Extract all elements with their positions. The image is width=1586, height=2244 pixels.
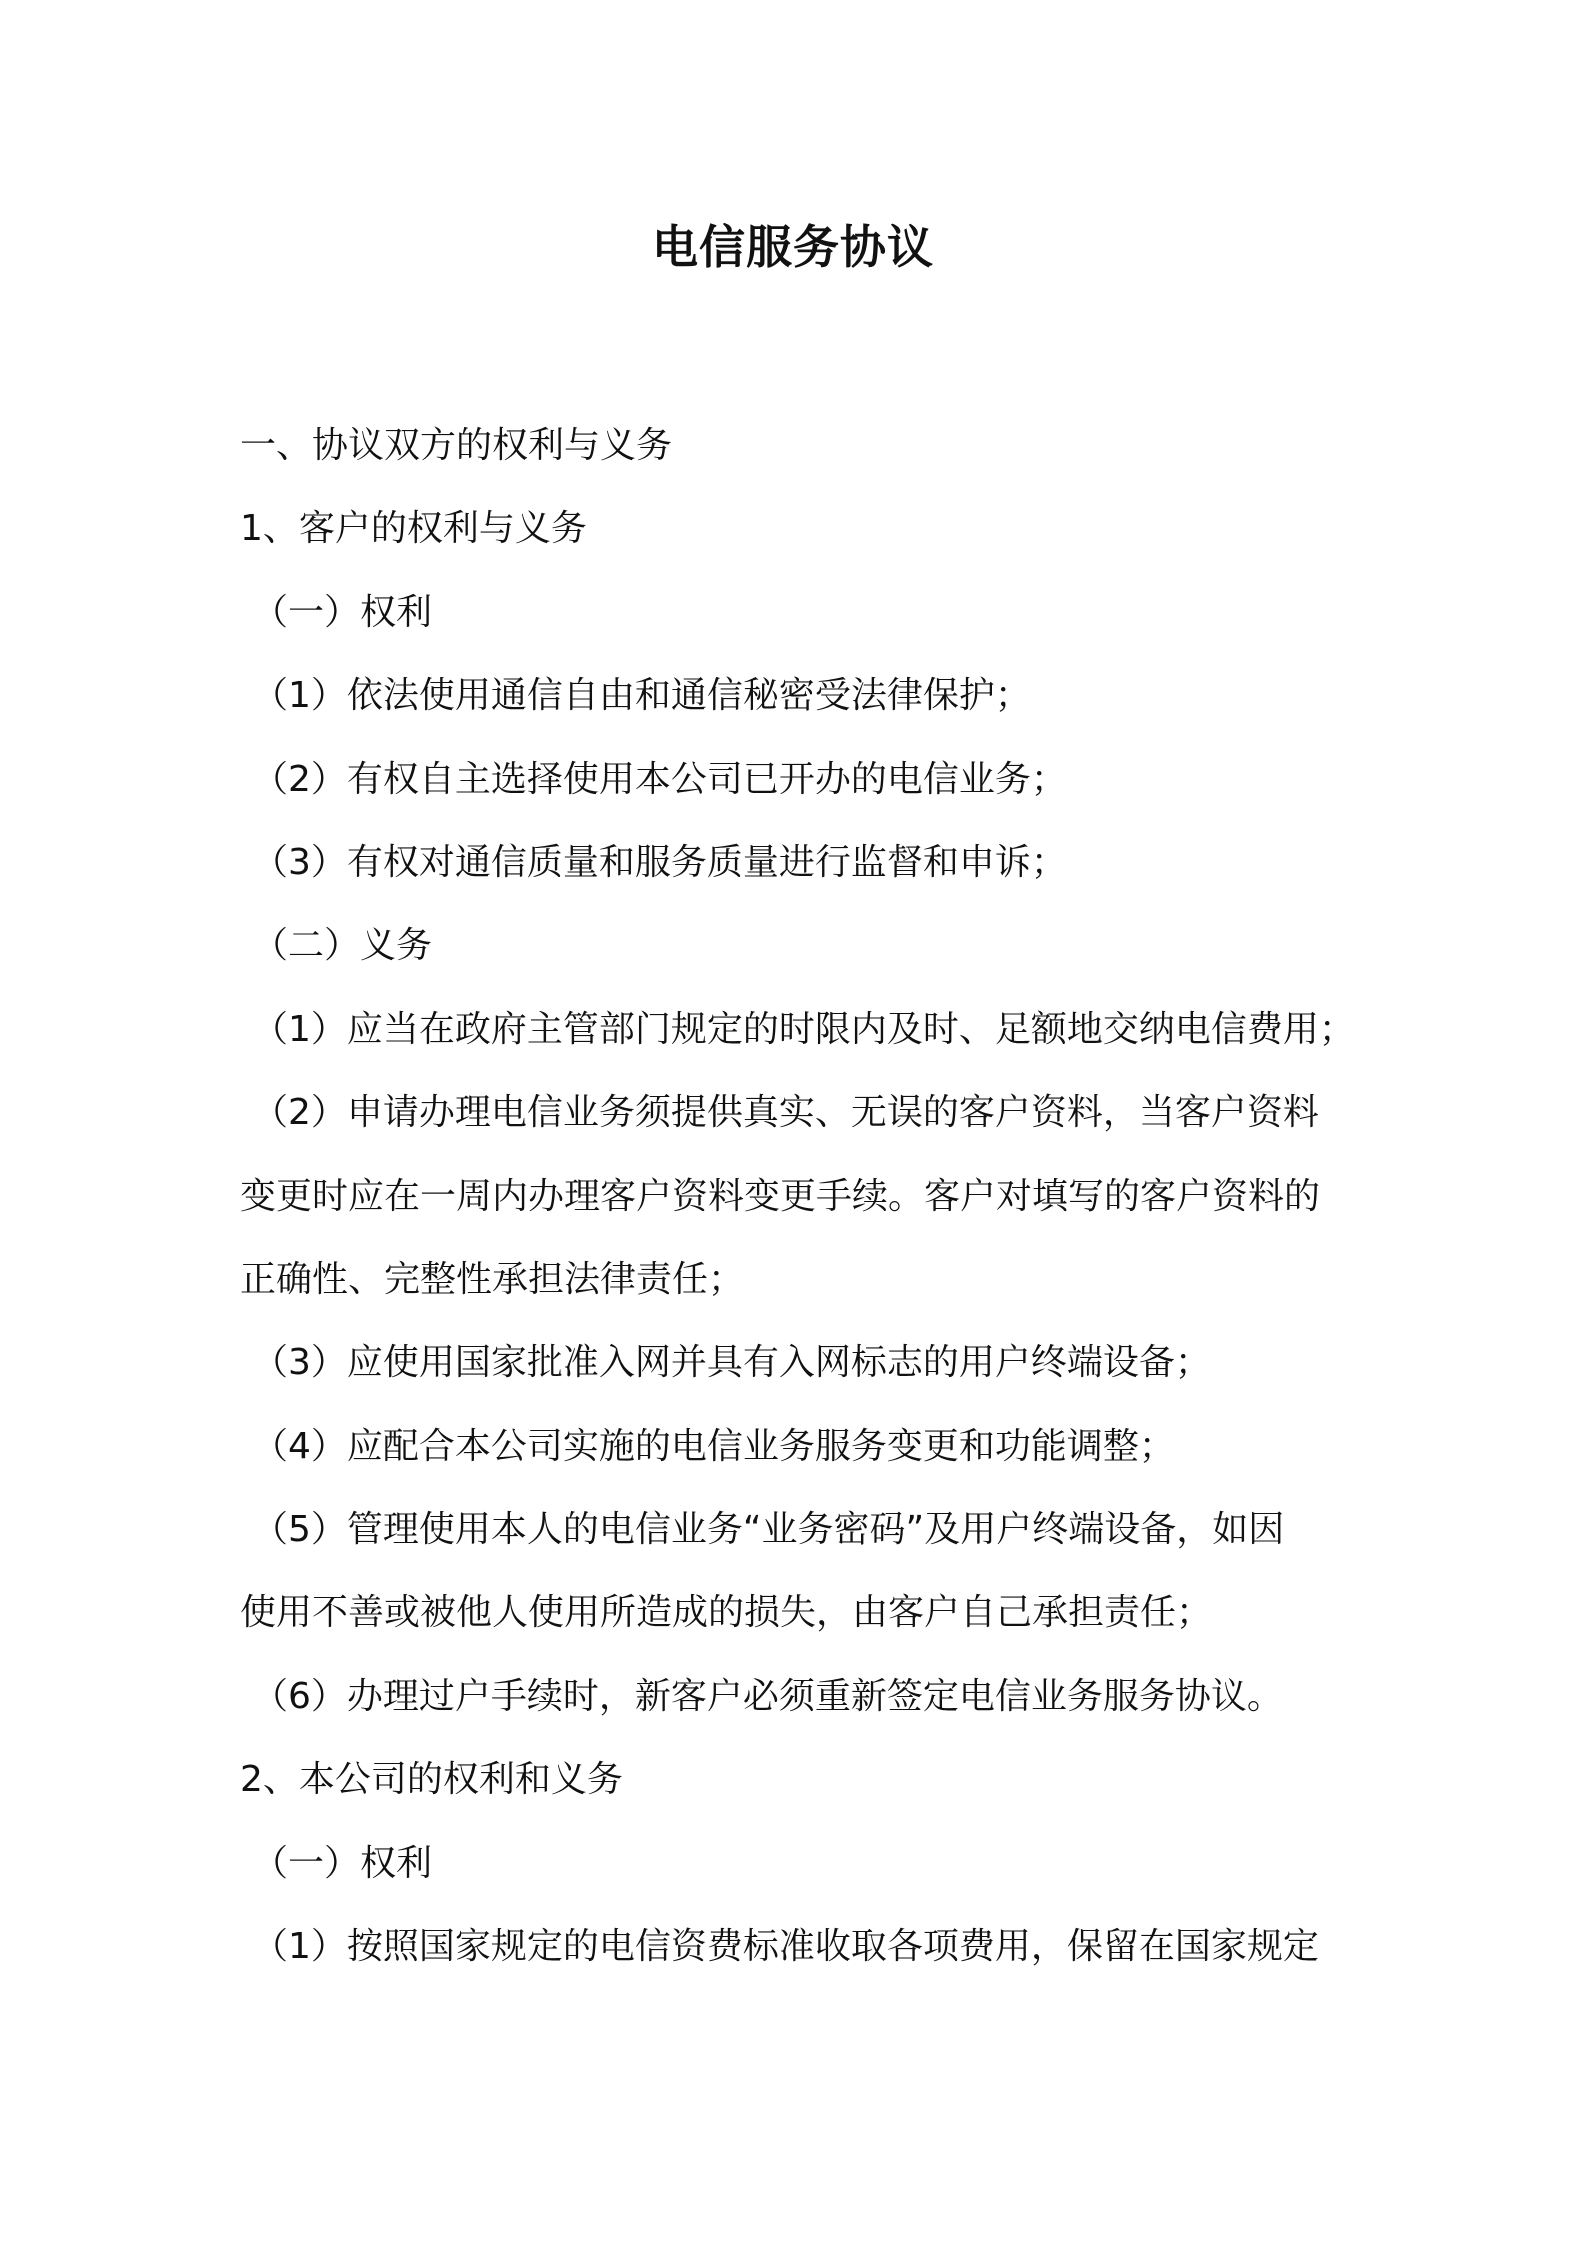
clause-line: （2）申请办理电信业务须提供真实、无误的客户资料，当客户资料 <box>252 1092 1319 1134</box>
clause-line: （1）应当在政府主管部门规定的时限内及时、足额地交纳电信费用； <box>252 1008 1355 1050</box>
clause-heading: （一）权利 <box>252 1842 433 1884</box>
clause-heading: （一）权利 <box>252 591 433 633</box>
subsection-heading: 2、本公司的权利和义务 <box>240 1759 623 1801</box>
clause-line: （5）管理使用本人的电信业务“业务密码”及用户终端设备，如因 <box>252 1509 1285 1551</box>
clause-line: （6）办理过户手续时，新客户必须重新签定电信业务服务协议。 <box>252 1675 1283 1717</box>
subsection-heading: 1、客户的权利与义务 <box>240 508 587 550</box>
clause-line: （2）有权自主选择使用本公司已开办的电信业务； <box>252 758 1067 800</box>
clause-line: （3）应使用国家批准入网并具有入网标志的用户终端设备； <box>252 1342 1211 1384</box>
clause-heading: （二）义务 <box>252 925 433 967</box>
clause-line: （1）按照国家规定的电信资费标准收取各项费用，保留在国家规定 <box>252 1926 1319 1968</box>
clause-line: （4）应配合本公司实施的电信业务服务变更和功能调整； <box>252 1425 1175 1467</box>
clause-line-continued: 使用不善或被他人使用所造成的损失，由客户自己承担责任； <box>240 1592 1213 1634</box>
document-title: 电信服务协议 <box>652 220 934 274</box>
document-body <box>240 404 1365 1988</box>
clause-line-continued: 变更时应在一周内办理客户资料变更手续。客户对填写的客户资料的 <box>240 1175 1321 1217</box>
clause-line-continued: 正确性、完整性承担法律责任； <box>240 1258 745 1300</box>
clause-line: （3）有权对通信质量和服务质量进行监督和申诉； <box>252 841 1067 883</box>
clause-line: （1）依法使用通信自由和通信秘密受法律保护； <box>252 675 1031 717</box>
section-heading: 一、协议双方的权利与义务 <box>240 425 673 466</box>
